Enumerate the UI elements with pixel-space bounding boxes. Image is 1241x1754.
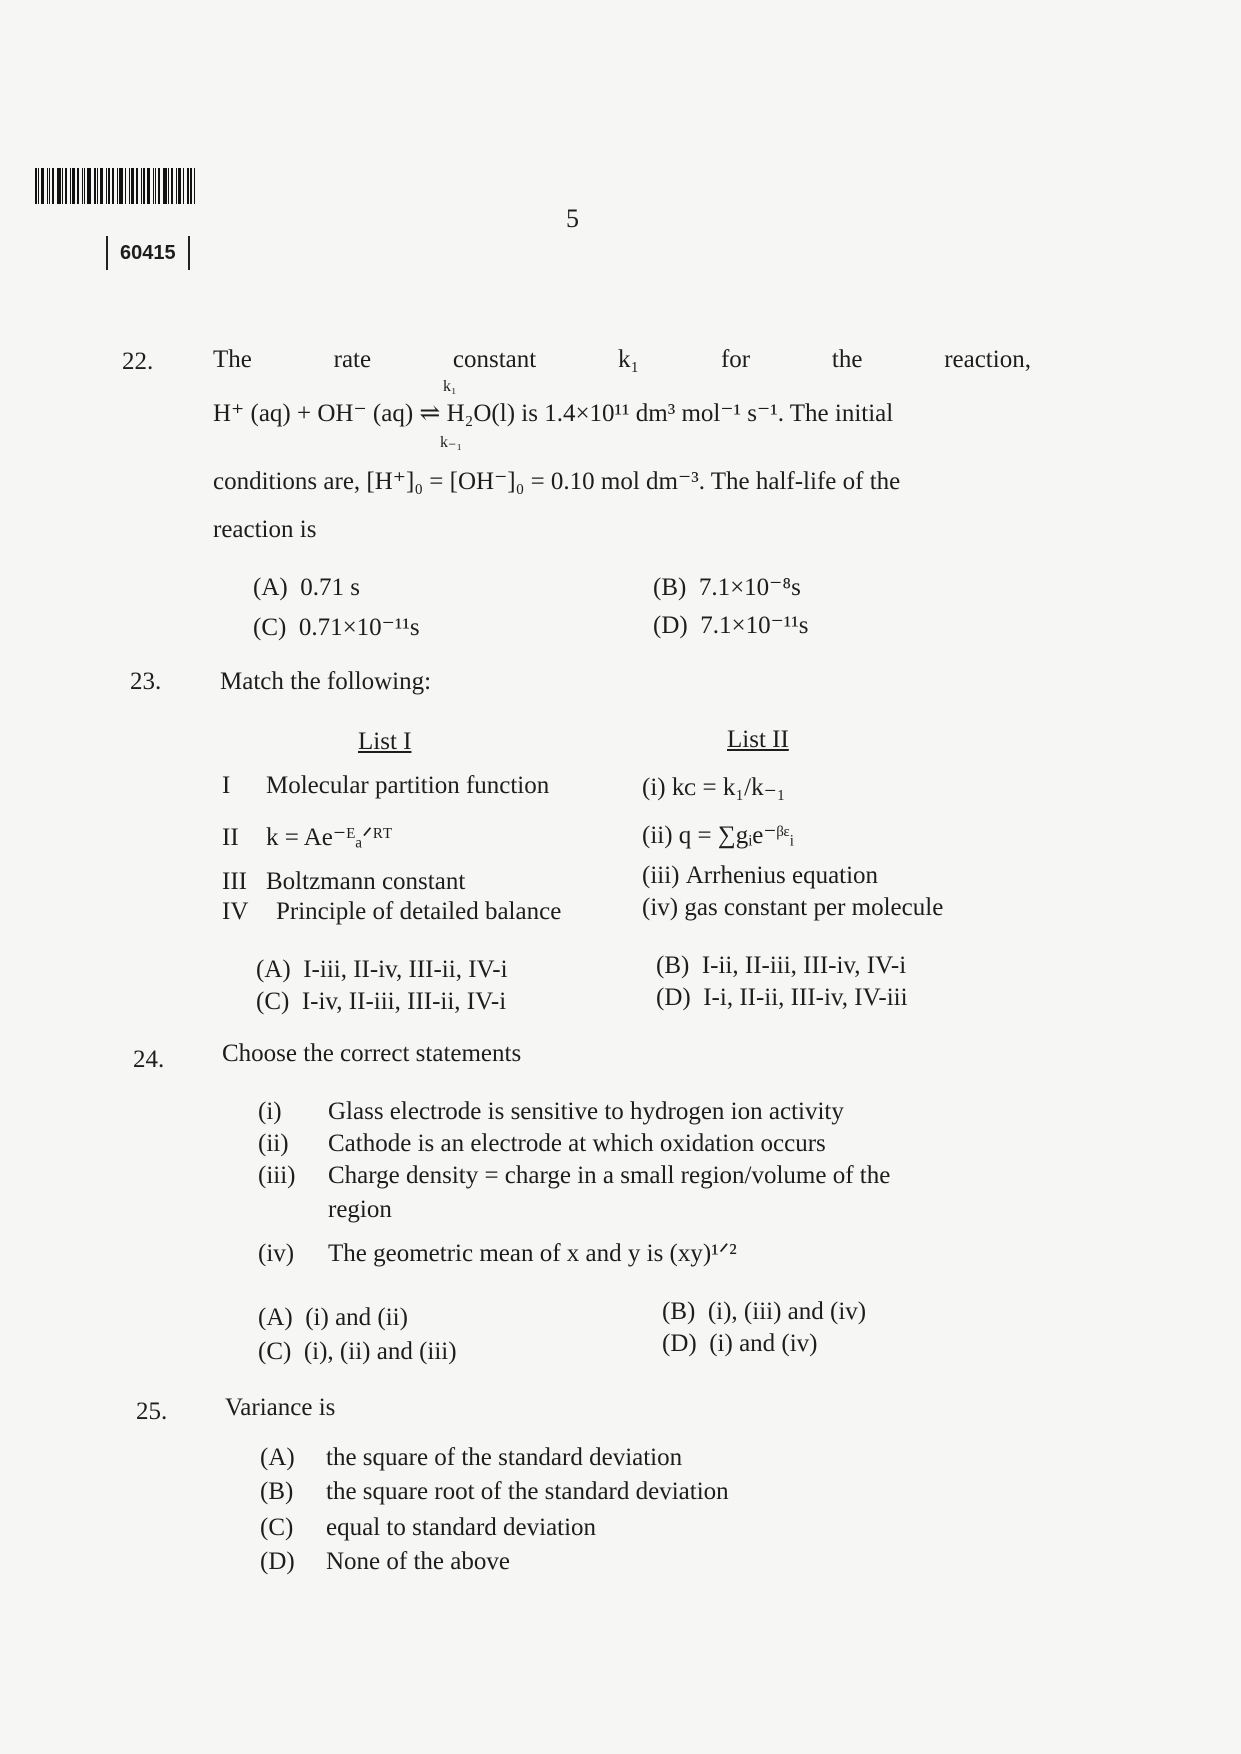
q22-option-a: (A) 0.71 s <box>253 574 360 601</box>
barcode-bar <box>97 168 98 204</box>
barcode-bar <box>47 168 48 204</box>
q25-option-a: (A) the square of the standard deviation <box>260 1444 683 1471</box>
q24-statement: (iv) The geometric mean of x and y is (xy)¹ᐟ² <box>258 1240 737 1267</box>
barcode-bar <box>41 168 44 204</box>
list-1-item: II k = Ae⁻ᴱₐᐟᴿᵀ <box>222 824 393 851</box>
q24-stem: Choose the correct statements <box>222 1040 522 1067</box>
barcode-bar <box>141 168 142 204</box>
barcode-bar <box>38 168 39 204</box>
barcode-bar <box>84 168 85 204</box>
q25-option-c: (C) equal to standard deviation <box>260 1514 597 1541</box>
question-number-23: 23. <box>130 668 162 695</box>
q23-option-d: (D) I-i, II-ii, III-iv, IV-iii <box>656 984 908 1011</box>
barcode-bar <box>153 168 154 204</box>
barcode-bar <box>65 168 67 204</box>
list-2-item: (iv) gas constant per molecule <box>642 894 944 921</box>
barcode-bar <box>136 168 138 204</box>
barcode-bar <box>72 168 75 204</box>
list-2-title: List II <box>727 726 789 753</box>
barcode-bar <box>49 168 50 204</box>
barcode-bar <box>147 168 150 204</box>
q23-stem: Match the following: <box>220 668 432 695</box>
list-2-item: (iii) Arrhenius equation <box>642 862 879 889</box>
q24-statement-continuation: region <box>328 1196 392 1223</box>
barcode-bar <box>119 168 123 204</box>
list-1-item: I Molecular partition function <box>222 772 550 799</box>
q23-option-a: (A) I-iii, II-iv, III-ii, IV-i <box>256 956 508 983</box>
barcode-bar <box>129 168 130 204</box>
q24-statement: (ii) Cathode is an electrode at which oxidation occurs <box>258 1130 826 1157</box>
barcode-bar <box>108 168 110 204</box>
barcode-bar <box>155 168 156 204</box>
q24-option-a: (A) (i) and (ii) <box>258 1304 408 1331</box>
barcode-bar <box>190 168 192 204</box>
barcode-bar <box>143 168 145 204</box>
list-1-item: III Boltzmann constant <box>222 868 466 895</box>
barcode-bar <box>194 168 195 204</box>
barcode-bar <box>178 168 181 204</box>
paper-code: 60415 <box>106 236 190 270</box>
barcode-bar <box>62 168 63 204</box>
question-number-22: 22. <box>122 348 154 375</box>
list-2-item: (ii) q = ∑gᵢe⁻ᵝᵋᵢ <box>642 822 794 849</box>
q23-option-b: (B) I-ii, II-iii, III-iv, IV-i <box>656 952 907 979</box>
q22-line-1: The rate constant k₁ for the reaction, <box>213 346 1031 373</box>
barcode-bar <box>35 168 37 204</box>
barcode-bar <box>57 168 61 204</box>
question-number-25: 25. <box>136 1398 168 1425</box>
list-2-item: (i) kᴄ = k₁/k₋₁ <box>642 774 786 801</box>
barcode <box>35 168 203 204</box>
barcode-bar <box>187 168 189 204</box>
question-number-24: 24. <box>133 1046 165 1073</box>
barcode-bar <box>171 168 173 204</box>
q22-option-d: (D) 7.1×10⁻¹¹s <box>653 612 809 639</box>
barcode-bar <box>70 168 71 204</box>
barcode-bar <box>100 168 103 204</box>
barcode-bar <box>131 168 134 204</box>
q25-option-b: (B) the square root of the standard deviation <box>260 1478 729 1505</box>
barcode-bar <box>168 168 169 204</box>
q22-line-4: reaction is <box>213 516 317 543</box>
q24-statement: (iii) Charge density = charge in a small region/volume of the <box>258 1162 891 1189</box>
barcode-bar <box>106 168 107 204</box>
q22-option-c: (C) 0.71×10⁻¹¹s <box>253 614 420 641</box>
barcode-bar <box>52 168 54 204</box>
q24-option-d: (D) (i) and (iv) <box>662 1330 818 1357</box>
barcode-bar <box>176 168 177 204</box>
q22-option-b: (B) 7.1×10⁻⁸s <box>653 574 801 601</box>
q23-option-c: (C) I-iv, II-iii, III-ii, IV-i <box>256 988 507 1015</box>
page-number: 5 <box>566 204 579 233</box>
q22-line-3: conditions are, [H⁺]₀ = [OH⁻]₀ = 0.10 mol dm⁻³. The half-life of the <box>213 468 901 495</box>
q25-option-d: (D) None of the above <box>260 1548 510 1575</box>
barcode-bar <box>94 168 96 204</box>
q25-stem: Variance is <box>225 1394 336 1421</box>
barcode-bar <box>158 168 160 204</box>
barcode-bar <box>183 168 184 204</box>
barcode-bar <box>77 168 79 204</box>
list-1-item: IV Principle of detailed balance <box>222 898 562 925</box>
list-1-title: List I <box>358 728 412 755</box>
q22-arrow-bottom: k₋₁ <box>440 434 463 451</box>
barcode-bar <box>82 168 83 204</box>
barcode-bar <box>112 168 114 204</box>
q24-option-c: (C) (i), (ii) and (iii) <box>258 1338 457 1365</box>
barcode-bar <box>117 168 118 204</box>
barcode-bar <box>87 168 91 204</box>
barcode-bar <box>163 168 167 204</box>
barcode-bar <box>125 168 126 204</box>
q22-arrow-top: k₁ <box>443 378 457 395</box>
q24-statement: (i) Glass electrode is sensitive to hydrogen ion activity <box>258 1098 844 1125</box>
q22-line-2: H⁺ (aq) + OH⁻ (aq) ⇌ H₂O(l) is 1.4×10¹¹ dm³ mol⁻¹ s⁻¹. The initial <box>213 400 894 427</box>
q24-option-b: (B) (i), (iii) and (iv) <box>662 1298 867 1325</box>
